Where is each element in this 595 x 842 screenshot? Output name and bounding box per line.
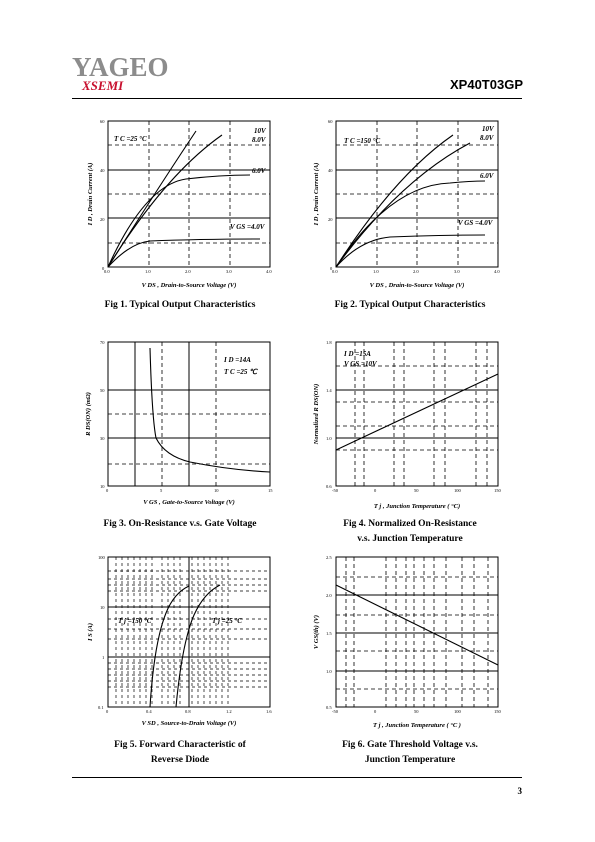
- fig3-xtick: 5: [160, 488, 163, 493]
- fig4-ytick: 0.6: [326, 484, 332, 489]
- fig3-ytick: 10: [100, 484, 105, 489]
- fig2-xtick: 3.0: [454, 269, 460, 274]
- fig1-xtick: 2.0: [185, 269, 191, 274]
- fig1-caption: Fig 1. Typical Output Characteristics: [104, 300, 256, 310]
- fig1-ytick: 60: [100, 119, 105, 124]
- fig2-curve-6v: 6.0V: [480, 172, 494, 180]
- fig1-xtick: 4.0: [266, 269, 272, 274]
- fig2-caption: Fig 2. Typical Output Characteristics: [334, 300, 486, 310]
- fig2-chart: [300, 115, 520, 295]
- fig6-xtick: 0: [374, 709, 377, 714]
- fig5-xtick: 0.8: [185, 709, 191, 714]
- fig6-ytick: 1.0: [326, 669, 332, 674]
- fig5-ytick: 10: [100, 605, 105, 610]
- fig1-xtick: 1.0: [145, 269, 151, 274]
- fig6-ytick: 1.5: [326, 631, 332, 636]
- fig4-caption-line1: Fig 4. Normalized On-Resistance: [343, 519, 477, 529]
- fig3-caption: Fig 3. On-Resistance v.s. Gate Voltage: [103, 519, 257, 529]
- fig6-ylabel: V GS(th) (V): [313, 614, 320, 650]
- fig1-chart: [70, 115, 290, 295]
- header-rule: [72, 98, 522, 99]
- fig1-curve-8v: 8.0V: [252, 136, 266, 144]
- fig2-xlabel: V DS , Drain-to-Source Voltage (V): [369, 282, 465, 289]
- fig6-caption-line2: Junction Temperature: [364, 755, 456, 765]
- fig6-chart: [300, 553, 520, 728]
- fig6-xtick: -50: [332, 709, 338, 714]
- fig6-ytick: 0.5: [326, 705, 332, 710]
- fig3-ytick: 50: [100, 388, 105, 393]
- fig4-xtick: 150: [494, 488, 501, 493]
- fig3-ytick: 30: [100, 436, 105, 441]
- fig3-cond-id: I D =14A: [224, 356, 251, 364]
- footer-rule: [72, 777, 522, 778]
- fig5-ylabel: I S (A): [87, 622, 94, 642]
- fig2-ytick: 0: [330, 266, 333, 271]
- fig6-caption-line1: Fig 6. Gate Threshold Voltage v.s.: [342, 740, 478, 750]
- logo-sub-text: XSEMI: [82, 78, 124, 92]
- fig1-ytick: 20: [100, 217, 105, 222]
- fig5-xlabel: V SD , Source-to-Drain Voltage (V): [141, 720, 237, 727]
- fig4-xtick: 0: [374, 488, 377, 493]
- fig1-xtick: 3.0: [226, 269, 232, 274]
- fig1-curve-4v: V GS =4.0V: [230, 223, 265, 231]
- fig2-cond: T C =150 °C: [344, 137, 381, 145]
- fig5-label-150: T j =150 °C: [118, 617, 152, 625]
- fig4-ylabel: Normalized R DS(ON): [313, 383, 320, 445]
- fig5-xtick: 0.4: [146, 709, 152, 714]
- fig5-xtick: 0: [106, 709, 109, 714]
- fig3-cond-tc: T C =25 ℃: [224, 368, 258, 376]
- fig2-xtick: 0.0: [332, 269, 338, 274]
- fig1-xtick: 0.0: [104, 269, 110, 274]
- fig4-ytick: 1.4: [326, 388, 332, 393]
- fig2-ytick: 60: [328, 119, 333, 124]
- fig4-ytick: 1.8: [326, 340, 332, 345]
- fig2-xtick: 2.0: [413, 269, 419, 274]
- fig5-xtick: 1.2: [226, 709, 232, 714]
- fig2-xtick: 4.0: [494, 269, 500, 274]
- logo-main-text: YAGEO: [72, 52, 169, 82]
- fig2-ytick: 40: [328, 168, 333, 173]
- fig4-chart: [300, 338, 520, 513]
- fig2-ytick: 20: [328, 217, 333, 222]
- fig6-xtick: 150: [494, 709, 501, 714]
- fig4-caption-line2: v.s. Junction Temperature: [357, 534, 463, 544]
- fig3-ylabel: R DS(ON) (mΩ): [85, 392, 92, 436]
- fig6-ytick: 2.5: [326, 555, 332, 560]
- fig5-xtick: 1.6: [266, 709, 272, 714]
- fig6-xlabel: T j , Junction Temperature ( °C ): [373, 722, 461, 729]
- fig2-curve-8v: 8.0V: [480, 134, 494, 142]
- fig2-xtick: 1.0: [373, 269, 379, 274]
- fig4-xtick: -50: [332, 488, 338, 493]
- fig4-cond-vgs: V GS =10V: [344, 360, 377, 368]
- fig5-caption-line1: Fig 5. Forward Characteristic of: [114, 740, 246, 750]
- page-number: 3: [517, 786, 522, 796]
- fig5-caption-line2: Reverse Diode: [150, 755, 210, 765]
- fig5-label-25: T j =25 °C: [212, 617, 242, 625]
- fig1-cond: T C =25 °C: [114, 135, 147, 143]
- fig1-ytick: 0: [102, 266, 105, 271]
- fig3-chart: [70, 338, 290, 513]
- fig3-xtick: 10: [214, 488, 219, 493]
- fig1-ylabel: I D , Drain Current (A): [87, 162, 94, 226]
- fig1-curve-10v: 10V: [254, 127, 266, 135]
- fig4-cond-id: I D =15A: [344, 350, 371, 358]
- yageo-logo: [72, 52, 182, 92]
- part-number: XP40T03GP: [450, 77, 523, 92]
- fig5-ytick: 0.1: [98, 705, 104, 710]
- fig2-curve-10v: 10V: [482, 125, 494, 133]
- fig6-xtick: 50: [414, 709, 419, 714]
- fig3-xtick: 0: [106, 488, 109, 493]
- fig3-xtick: 15: [268, 488, 273, 493]
- fig5-ytick: 100: [98, 555, 105, 560]
- fig2-ylabel: I D , Drain Current (A): [313, 162, 320, 226]
- fig4-xlabel: T j , Junction Temperature ( °C): [373, 503, 461, 510]
- fig1-ytick: 40: [100, 168, 105, 173]
- fig2-curve-4v: V GS =4.0V: [458, 219, 493, 227]
- fig3-xlabel: V GS , Gate-to-Source Voltage (V): [143, 499, 235, 506]
- fig6-ytick: 2.0: [326, 593, 332, 598]
- fig1-xlabel: V DS , Drain-to-Source Voltage (V): [141, 282, 237, 289]
- fig5-ytick: 1: [102, 655, 105, 660]
- fig6-xtick: 100: [454, 709, 461, 714]
- fig3-ytick: 70: [100, 340, 105, 345]
- fig1-curve-6v: 6.0V: [252, 167, 266, 175]
- fig4-ytick: 1.0: [326, 436, 332, 441]
- fig5-chart: [70, 553, 290, 728]
- fig4-xtick: 100: [454, 488, 461, 493]
- fig4-xtick: 50: [414, 488, 419, 493]
